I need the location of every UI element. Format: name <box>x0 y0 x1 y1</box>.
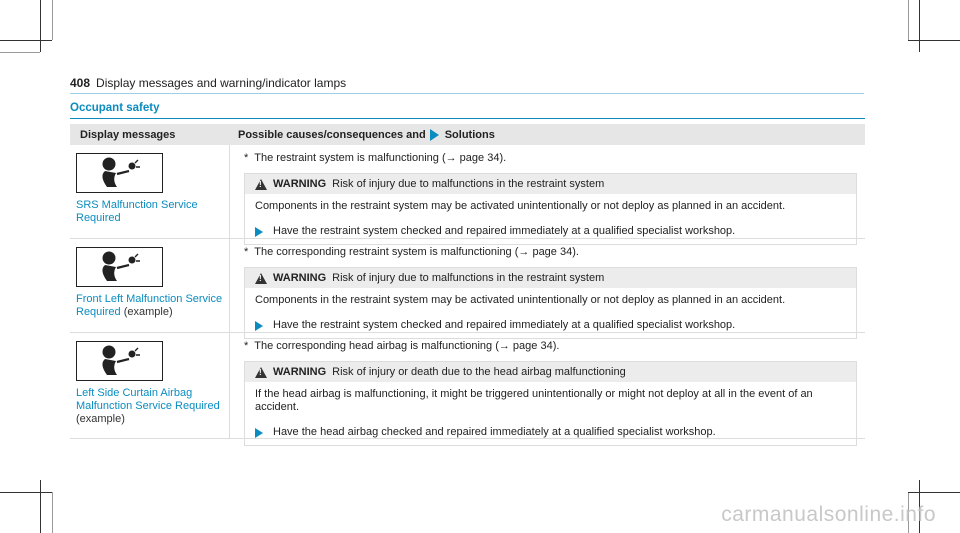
col-display-messages: Display messages <box>80 128 176 141</box>
message-cell <box>70 239 230 332</box>
airbag-occupant-icon <box>76 247 163 287</box>
warning-header <box>245 174 856 194</box>
crop-mark <box>0 492 52 493</box>
warning-title: Risk of injury due to malfunctions in the restraint system <box>332 272 605 284</box>
watermark: carmanualsonline.info <box>721 503 936 526</box>
warning-label: WARNING <box>273 178 327 190</box>
airbag-occupant-icon <box>76 153 163 193</box>
message-cell <box>70 333 230 438</box>
table-header <box>70 124 865 145</box>
warning-box <box>244 173 857 245</box>
warning-header <box>245 362 856 382</box>
play-triangle-icon <box>255 428 263 438</box>
warning-body: Components in the restraint system may be activated unintentionally or not deploy as planned in an accident. <box>255 294 786 306</box>
causes-cell <box>230 145 865 238</box>
play-triangle-icon <box>430 129 439 141</box>
header-rule <box>70 93 864 94</box>
message-example: (example) <box>123 306 173 318</box>
warning-title: Risk of injury or death due to the head airbag malfunctioning <box>332 366 626 378</box>
table-row <box>70 333 865 439</box>
crop-mark <box>0 40 52 41</box>
message-text <box>76 387 229 426</box>
crop-mark <box>908 492 960 493</box>
cause-label: The corresponding restraint system is malfunctioning (→ page 34). <box>254 246 579 258</box>
cause-label: The corresponding head airbag is malfunctioning (→ page 34). <box>254 340 560 352</box>
warning-triangle-icon <box>255 273 267 284</box>
message-label: SRS Malfunction Service Required <box>76 199 198 224</box>
solution-text: Have the restraint system checked and repaired immediately at a qualified specialist workshop. <box>273 319 736 331</box>
cause-label: The restraint system is malfunctioning (→ page 34). <box>254 152 507 164</box>
crop-mark <box>919 0 920 52</box>
warning-triangle-icon <box>255 179 267 190</box>
warning-header <box>245 268 856 288</box>
solution-step <box>245 418 856 445</box>
col-solutions-label: Solutions <box>444 128 495 141</box>
warning-label: WARNING <box>273 272 327 284</box>
page-number: 408 <box>70 76 91 90</box>
cause-text: * The corresponding head airbag is malfunctioning (→ page 34). <box>244 340 560 352</box>
crop-mark <box>40 0 41 52</box>
page-header-title: Display messages and warning/indicator lamps <box>96 76 347 90</box>
table-row <box>70 145 865 239</box>
crop-mark <box>52 492 53 533</box>
message-text <box>76 199 229 225</box>
section-rule <box>70 118 865 119</box>
crop-mark <box>40 480 41 533</box>
section-title: Occupant safety <box>70 102 160 114</box>
messages-table <box>70 124 865 439</box>
warning-body: If the head airbag is malfunctioning, it might be triggered unintentionally or might not deploy at all in the event of an accident. <box>255 388 813 413</box>
warning-box <box>244 267 857 339</box>
crop-mark <box>908 0 909 40</box>
solution-text: Have the head airbag checked and repaired immediately at a qualified specialist workshop. <box>273 426 716 438</box>
message-text <box>76 293 229 319</box>
solution-text: Have the restraint system checked and repaired immediately at a qualified specialist workshop. <box>273 225 736 237</box>
message-example: (example) <box>76 413 125 425</box>
message-label: Left Side Curtain Airbag Malfunction Service Required <box>76 387 220 412</box>
warning-box <box>244 361 857 446</box>
warning-title: Risk of injury due to malfunctions in the restraint system <box>332 178 605 190</box>
cause-text: * The corresponding restraint system is malfunctioning (→ page 34). <box>244 246 579 258</box>
crop-mark <box>52 0 53 40</box>
table-row <box>70 239 865 333</box>
col-causes <box>230 129 865 141</box>
warning-triangle-icon <box>255 367 267 378</box>
page-header <box>70 76 346 90</box>
play-triangle-icon <box>255 321 263 331</box>
play-triangle-icon <box>255 227 263 237</box>
cause-text: * The restraint system is malfunctioning (→ page 34). <box>244 152 507 164</box>
warning-label: WARNING <box>273 366 327 378</box>
warning-body: Components in the restraint system may be activated unintentionally or not deploy as planned in an accident. <box>255 200 786 212</box>
message-label: Front Left Malfunction Service Required <box>76 293 223 318</box>
causes-cell <box>230 239 865 332</box>
crop-mark <box>908 40 960 41</box>
crop-mark <box>0 52 40 53</box>
message-cell <box>70 145 230 238</box>
causes-cell <box>230 333 865 438</box>
airbag-occupant-icon <box>76 341 163 381</box>
col-causes-label: Possible causes/consequences and <box>238 128 426 141</box>
